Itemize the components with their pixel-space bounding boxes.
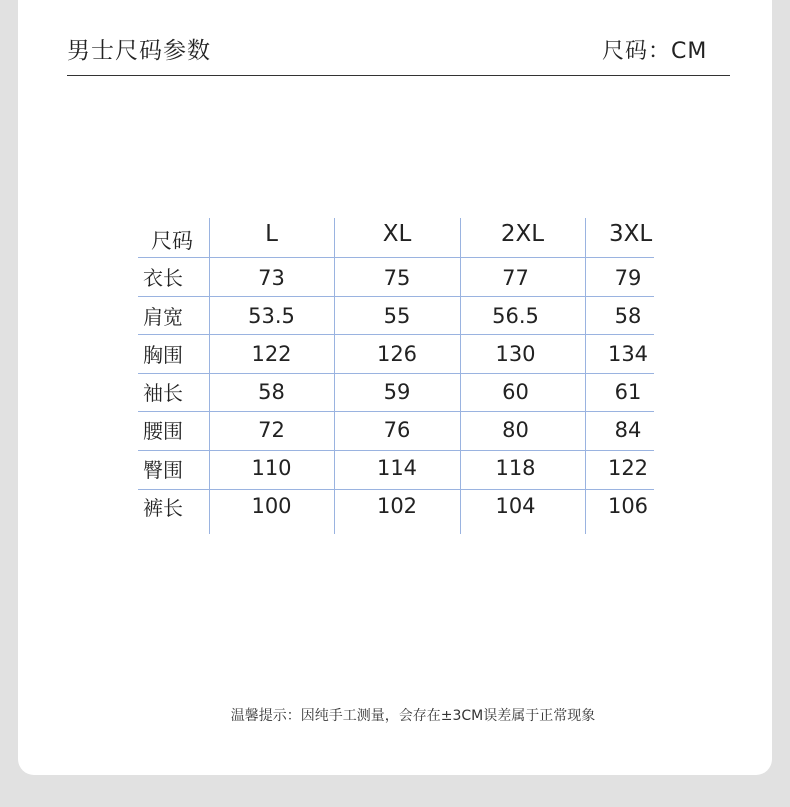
table-cell: 130 bbox=[495, 342, 536, 366]
table-cell: 118 bbox=[495, 456, 536, 480]
table-cell: 102 bbox=[376, 494, 418, 518]
table-cell: 80 bbox=[502, 418, 529, 442]
table-cell: 114 bbox=[376, 456, 418, 480]
page-title: 男士尺码参数 bbox=[67, 38, 211, 64]
table-cell: 58 bbox=[258, 380, 285, 404]
row-label: 腰围 bbox=[143, 419, 183, 443]
table-cell: 55 bbox=[383, 304, 411, 328]
corner-label: 尺码 bbox=[151, 229, 193, 253]
table-cell: 100 bbox=[251, 494, 292, 518]
table-cell: 106 bbox=[607, 494, 649, 518]
table-cell: 56.5 bbox=[492, 304, 539, 328]
table-cell: 122 bbox=[251, 342, 292, 366]
table-cell: 76 bbox=[383, 418, 411, 442]
row-divider bbox=[138, 373, 654, 374]
row-label: 衣长 bbox=[143, 266, 183, 290]
table-cell: 110 bbox=[251, 456, 292, 480]
table-cell: 53.5 bbox=[248, 304, 295, 328]
table-cell: 126 bbox=[376, 342, 418, 366]
table-cell: 134 bbox=[607, 342, 649, 366]
table-cell: 79 bbox=[614, 266, 642, 290]
row-label: 胸围 bbox=[143, 343, 183, 367]
size-header: 2XL bbox=[500, 221, 545, 247]
table-cell: 73 bbox=[258, 266, 285, 290]
table-cell: 84 bbox=[614, 418, 642, 442]
row-label: 肩宽 bbox=[143, 305, 183, 329]
header-divider bbox=[67, 75, 730, 76]
table-cell: 59 bbox=[383, 380, 411, 404]
row-divider bbox=[138, 334, 654, 335]
table-cell: 61 bbox=[614, 380, 642, 404]
row-divider bbox=[138, 411, 654, 412]
table-cell: 104 bbox=[495, 494, 536, 518]
table-cell: 72 bbox=[258, 418, 285, 442]
unit-label: 尺码：CM bbox=[602, 39, 708, 64]
row-divider bbox=[138, 450, 654, 451]
row-label: 袖长 bbox=[143, 381, 183, 405]
table-cell: 58 bbox=[614, 304, 642, 328]
table-cell: 60 bbox=[502, 380, 529, 404]
measurement-note: 温馨提示：因纯手工测量，会存在±3CM误差属于正常现象 bbox=[230, 708, 596, 724]
size-header: 3XL bbox=[609, 221, 653, 247]
table-cell: 122 bbox=[607, 456, 649, 480]
size-header: L bbox=[265, 221, 278, 247]
table-cell: 75 bbox=[383, 266, 411, 290]
row-divider bbox=[138, 257, 654, 258]
table-cell: 77 bbox=[502, 266, 529, 290]
size-header: XL bbox=[382, 221, 412, 247]
row-divider bbox=[138, 296, 654, 297]
size-table bbox=[138, 218, 654, 534]
row-label: 裤长 bbox=[143, 496, 183, 520]
row-divider bbox=[138, 489, 654, 490]
row-label: 臀围 bbox=[143, 458, 183, 482]
